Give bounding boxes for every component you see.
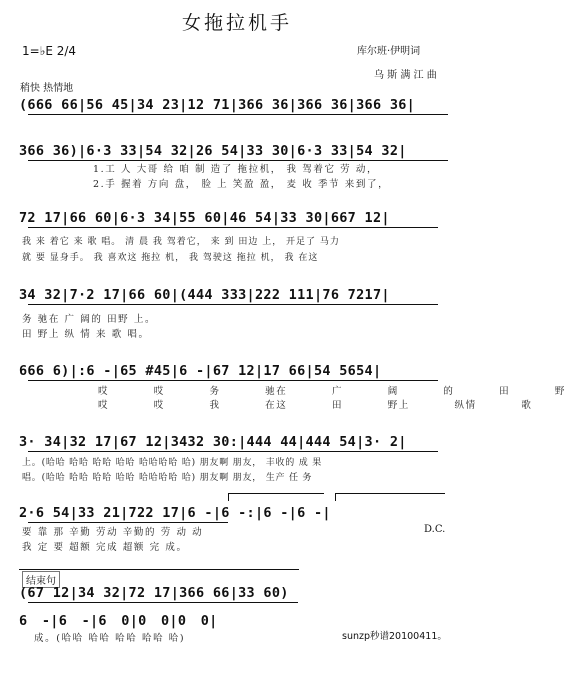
beam-line [28, 304, 438, 305]
volta-bracket-1-end [228, 493, 229, 501]
transcriber-footer: sunzp秒谱20100411。 [342, 631, 447, 642]
score-line-4: 34 32|7·2 17|66 60|(444 333|222 111|76 7217| [19, 287, 390, 303]
lyrics-verse-1: 我 来 着它 来 歌 唱。 清 晨 我 驾着它， 来 到 田边 上， 开足了 马力 [22, 237, 340, 247]
composer-credit: 乌 斯 满 江 曲 [374, 70, 437, 81]
score-line-8: (67 12|34 32|72 17|366 66|33 60) [19, 585, 289, 601]
lyrics-verse-2: 唱。(哈哈 哈哈 哈哈 哈哈 哈哈哈哈 哈) 朋友啊 朋友， 生产 任 务 [22, 473, 313, 483]
score-line-2: 366 36)|6·3 33|54 32|26 54|33 30|6·3 33|54 32| [19, 143, 407, 159]
da-capo-mark: D.C. [424, 524, 446, 535]
lyrics-verse-2: 就 要 显身手。 我 喜欢这 拖拉 机， 我 驾驶这 拖拉 机， 我 在这 [22, 253, 319, 263]
ending-bracket [19, 569, 299, 570]
beam-line [28, 451, 438, 452]
score-line-5: 666 6)|:6 -|65 #45|6 -|67 12|17 66|54 5654| [19, 363, 382, 379]
lyrics-verse-2: 哎 哎 我 在这 田 野上 纵情 歌 [98, 400, 533, 411]
score-line-1: (666 66|56 45|34 23|12 71|366 36|366 36|366 36| [19, 97, 416, 113]
score-line-7: 2·6 54|33 21|722 17|6 -|6 -:|6 -|6 -| [19, 505, 331, 521]
score-line-3: 72 17|66 60|6·3 34|55 60|46 54|33 30|667 12| [19, 210, 390, 226]
score-line-9: 6 -|6 -|6 0|0 0|0 0| [19, 613, 218, 629]
tempo-marking: 稍快 热情地 [20, 83, 74, 94]
lyrics-ending: 成。(哈哈 哈哈 哈哈 哈哈 哈) [34, 633, 186, 644]
lyrics-verse-1: 要 靠 那 辛勤 劳动 辛勤的 劳 动 动 [22, 527, 204, 538]
volta-bracket-2-end [335, 493, 336, 501]
lyrics-verse-1: 上。(哈哈 哈哈 哈哈 哈哈 哈哈哈哈 哈) 朋友啊 朋友， 丰收的 成 果 [22, 458, 323, 468]
beam-line [28, 114, 448, 115]
lyrics-verse-2: 我 定 要 超额 完成 超额 完 成。 [22, 542, 188, 553]
lyricist-credit: 库尔班·伊明词 [357, 46, 421, 57]
beam-line [28, 522, 228, 523]
lyrics-verse-2: 田 野上 纵 情 来 歌 唱。 [22, 329, 150, 340]
score-line-6: 3· 34|32 17|67 12|3432 30:|444 44|444 54|3· 2| [19, 434, 407, 450]
volta-bracket-1 [228, 493, 324, 494]
beam-line [28, 380, 438, 381]
beam-line [28, 602, 298, 603]
song-title: 女拖拉机手 [181, 12, 292, 34]
lyrics-verse-1: 务 驰在 广 阔的 田野 上。 [22, 314, 157, 325]
beam-line [28, 227, 438, 228]
key-signature: 1=♭E 2/4 [22, 44, 77, 58]
lyrics-verse-1: 哎 哎 务 驰在 广 阔 的 田 野 [98, 386, 566, 397]
ending-section-label: 结束句 [22, 571, 60, 588]
lyrics-verse-2: 2.手 握着 方向 盘， 脸 上 笑盈 盈， 麦 收 季节 来到了， [93, 179, 390, 190]
lyrics-verse-1: 1.工 人 大哥 给 咱 制 造了 拖拉机， 我 驾着它 劳 动， [93, 164, 379, 175]
volta-bracket-2 [335, 493, 445, 494]
